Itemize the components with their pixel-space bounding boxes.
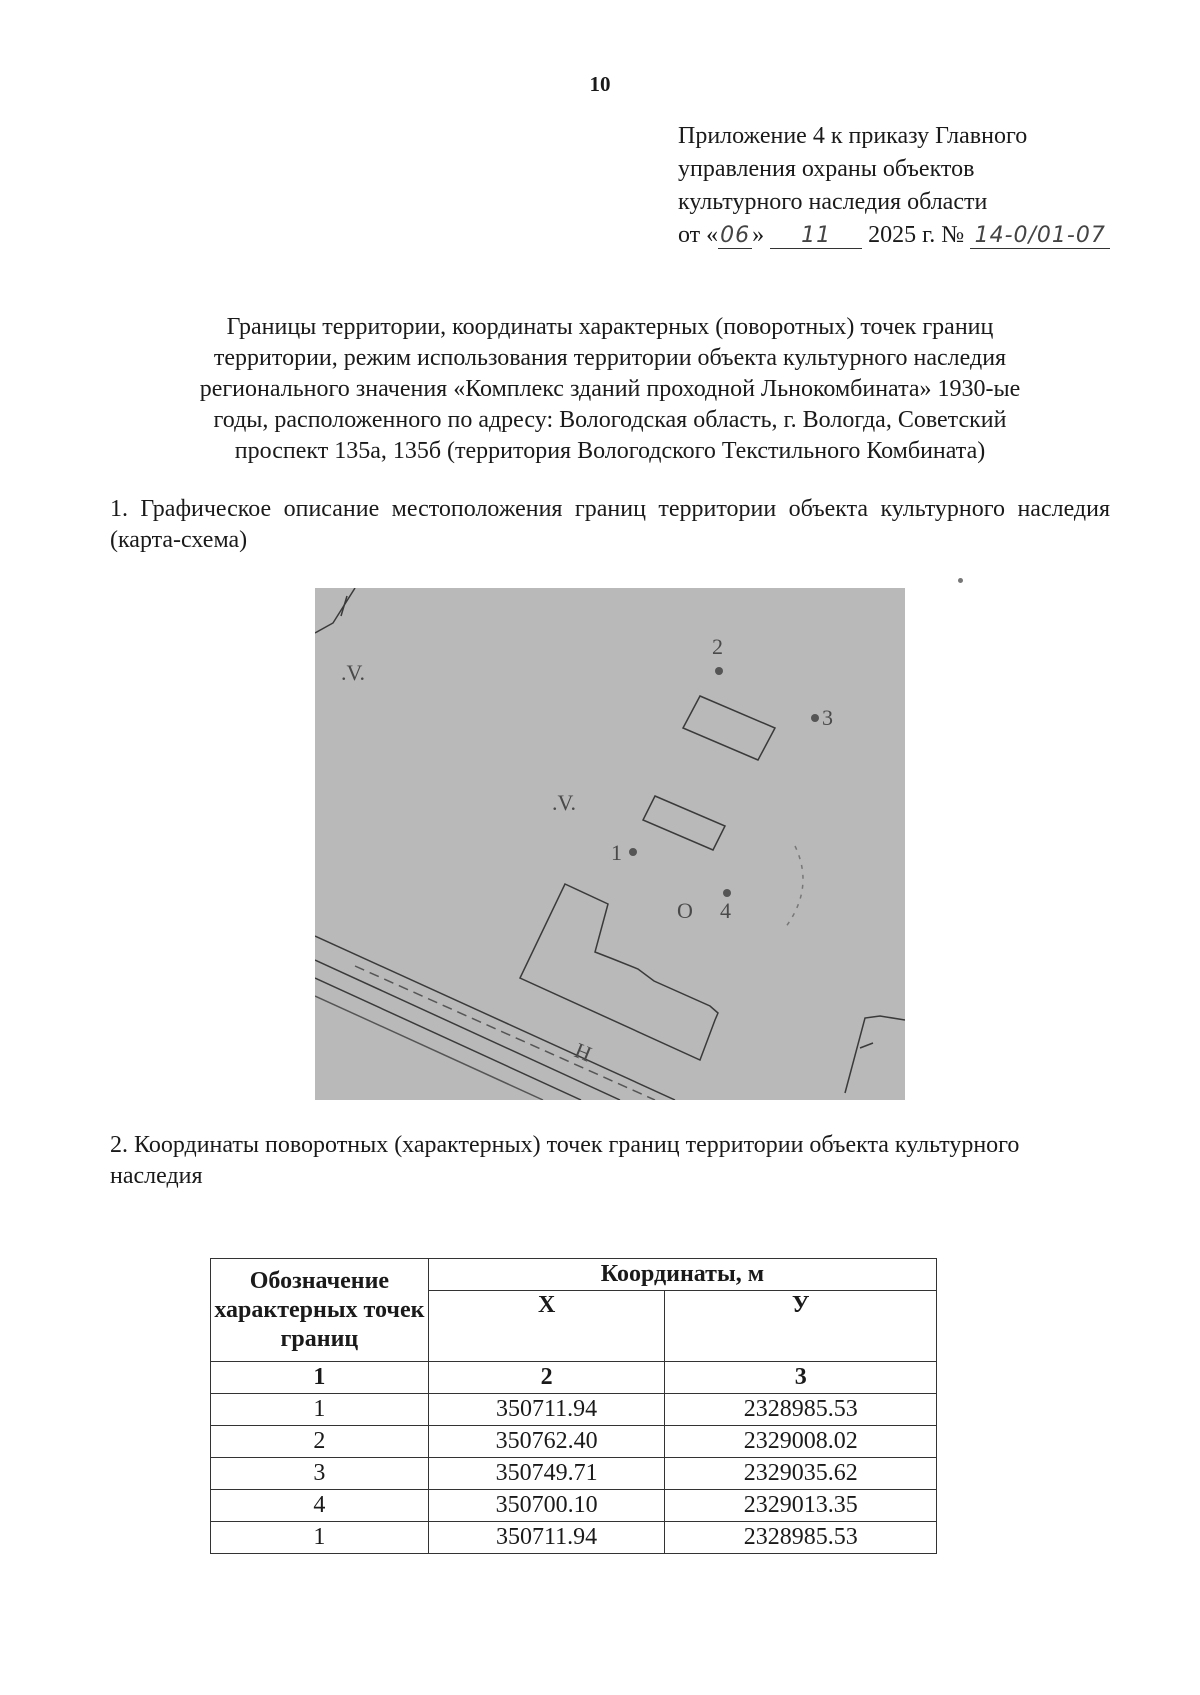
section-2-heading: 2. Координаты поворотных (характерных) точек границ территории объекта культурного наследия (110, 1132, 1020, 1189)
cell-x: 350749.71 (428, 1458, 665, 1490)
appendix-header (678, 120, 1178, 252)
date-month: 11 (770, 224, 862, 249)
date-day-suffix: » (752, 222, 765, 248)
map-annotation-v-1: .V. (341, 660, 366, 685)
cell-point: 4 (211, 1490, 429, 1522)
document-title (110, 312, 1110, 467)
map-label-2: 2 (712, 634, 723, 659)
title-line-4: годы, расположенного по адресу: Вологодская область, г. Вологда, Советский (213, 407, 1007, 433)
date-year: 2025 г. № (868, 222, 965, 248)
header-y: У (665, 1291, 937, 1362)
cell-point: 3 (211, 1458, 429, 1490)
map-road-line-2 (315, 960, 620, 1100)
appendix-line-1: Приложение 4 к приказу Главного (678, 123, 1028, 149)
appendix-line-3: культурного наследия области (678, 189, 988, 215)
map-points (629, 667, 819, 897)
map-building-1 (683, 696, 775, 760)
boundary-map (315, 588, 905, 1100)
table-row (211, 1426, 937, 1458)
map-point-4 (723, 889, 731, 897)
map-structure-br-2 (860, 1043, 873, 1048)
cell-y: 2329013.35 (665, 1490, 937, 1522)
title-line-3: регионального значения «Комплекс зданий проходной Льнокомбината» 1930-ые (199, 376, 1021, 402)
col-number-2: 2 (428, 1362, 665, 1394)
header-x: Х (428, 1291, 665, 1362)
title-line-2: территории, режим использования территории объекта культурного наследия (213, 345, 1007, 371)
map-label-1: 1 (611, 840, 622, 865)
map-line-topleft (315, 588, 355, 633)
table-row (211, 1394, 937, 1426)
header-point-label: Обозначение характерных точек границ (211, 1259, 429, 1362)
map-road-line-5 (355, 966, 655, 1100)
map-line-topleft-2 (341, 596, 347, 616)
cell-x: 350700.10 (428, 1490, 665, 1522)
cell-y: 2329008.02 (665, 1426, 937, 1458)
table-row (211, 1522, 937, 1554)
cell-x: 350711.94 (428, 1522, 665, 1554)
order-number: 14-0/01-07 (970, 224, 1110, 249)
column-numbers-row (211, 1362, 937, 1394)
cell-y: 2328985.53 (665, 1522, 937, 1554)
scan-speck (958, 578, 963, 583)
appendix-line-2: управления охраны объектов (678, 156, 975, 182)
cell-x: 350762.40 (428, 1426, 665, 1458)
cell-point: 1 (211, 1522, 429, 1554)
map-structure-br (845, 1016, 905, 1093)
map-point-1 (629, 848, 637, 856)
map-annotation-o: О (677, 898, 693, 923)
date-day: 06 (720, 223, 751, 248)
map-point-2 (715, 667, 723, 675)
appendix-date-line (678, 219, 1178, 252)
map-annotation-v-2: .V. (552, 790, 577, 815)
page-number: 10 (589, 72, 611, 96)
section-1-heading: 1. Графическое описание местоположения границ территории объекта культурного наследия (карта-схема) (110, 496, 1110, 553)
map-building-2 (643, 796, 725, 850)
map-annotation-n: Н (571, 1037, 596, 1067)
cell-point: 2 (211, 1426, 429, 1458)
map-label-4: 4 (720, 898, 731, 923)
cell-point: 1 (211, 1394, 429, 1426)
title-line-1: Границы территории, координаты характерных (поворотных) точек границ (226, 314, 994, 340)
map-faint-arc (785, 846, 803, 928)
map-road-line-1 (315, 936, 675, 1100)
map-point-3 (811, 714, 819, 722)
coordinates-table (210, 1258, 937, 1554)
date-prefix: от « (678, 222, 719, 248)
header-coordinates: Координаты, м (428, 1259, 936, 1291)
col-number-1: 1 (211, 1362, 429, 1394)
title-line-5: проспект 135а, 135б (территория Вологодского Текстильного Комбината) (234, 438, 986, 464)
table-row (211, 1458, 937, 1490)
col-number-3: 3 (665, 1362, 937, 1394)
map-label-3: 3 (822, 705, 833, 730)
cell-y: 2329035.62 (665, 1458, 937, 1490)
cell-x: 350711.94 (428, 1394, 665, 1426)
cell-y: 2328985.53 (665, 1394, 937, 1426)
table-row (211, 1490, 937, 1522)
map-drawing (315, 588, 905, 1100)
